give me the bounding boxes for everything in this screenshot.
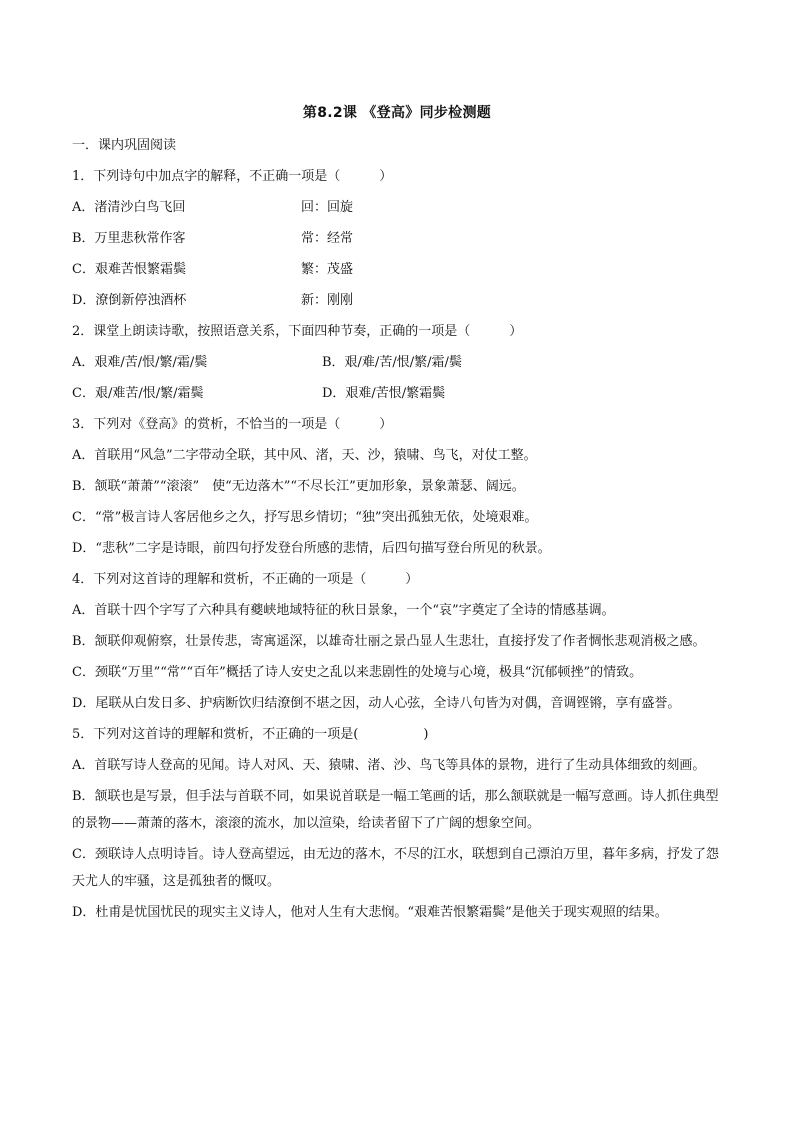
question-5-stem: 5．下列对这首诗的理解和赏析，不正确的一项是( ) [72, 727, 429, 742]
q5-option-c: C．颈联诗人点明诗旨。诗人登高望远，由无边的落木，不尽的江水，联想到自己漂泊万里，暮年多病，抒发了怨天尤人的牢骚，这是孤独者的慨叹。 [72, 847, 719, 889]
q5-option-b: B．颔联也是写景，但手法与首联不同，如果说首联是一幅工笔画的话，那么颔联就是一幅写意画。诗人抓住典型的景物——萧萧的落木，滚滚的流水，加以渲染，给读者留下了广阔的想象空间。 [72, 789, 719, 831]
q1-option-c [72, 254, 724, 285]
q1-option-d [72, 285, 724, 316]
q1-option-a-text: A．渚清沙白鸟飞回 [72, 200, 186, 215]
question-3-stem: 3．下列对《登高》的赏析，不恰当的一项是（ ） [72, 417, 393, 432]
q1-option-b-text: B．万里悲秋常作客 [72, 231, 186, 246]
section-heading: 一．课内巩固阅读 [72, 138, 177, 153]
q2-option-a: A．艰难/苦/恨/繁/霜/鬓 [72, 355, 208, 370]
q1-option-b [72, 223, 724, 254]
q2-options-row-1 [72, 347, 724, 378]
q2-option-b: B．艰/难/苦/恨/繁/霜/鬓 [322, 355, 462, 370]
q3-option-a: A．首联用“风急”二字带动全联，其中风、渚，天、沙，猿啸、鸟飞，对仗工整。 [72, 448, 537, 463]
q5-option-d: D．杜甫是忧国忧民的现实主义诗人，他对人生有大悲悯。“艰难苦恨繁霜鬓”是他关于现实观照的结果。 [72, 905, 668, 920]
question-2-stem: 2．课堂上朗读诗歌，按照语意关系，下面四种节奏，正确的一项是（ ） [72, 324, 523, 339]
q1-option-c-note: 繁：茂盛 [301, 262, 354, 277]
q1-option-a [72, 192, 724, 223]
q1-option-d-text: D．潦倒新停浊酒杯 [72, 293, 187, 308]
q3-option-b: B．颔联“萧萧”“滚滚” 使“无边落木”“不尽长江”更加形象，景象萧瑟、阔远。 [72, 479, 525, 494]
q2-option-c: C．艰/难苦/恨/繁/霜鬓 [72, 386, 204, 401]
q2-option-d: D．艰难/苦恨/繁霜鬓 [322, 386, 446, 401]
q4-option-b: B．颔联仰观俯察，壮景传悲，寄寓遥深，以雄奇壮丽之景凸显人生悲壮，直接抒发了作者惆怅悲观消极之感。 [72, 634, 706, 649]
q1-option-a-note: 回：回旋 [301, 200, 354, 215]
q2-options-row-2 [72, 378, 724, 409]
q1-option-d-note: 新：刚刚 [301, 293, 354, 308]
page-title: 第8.2课 《登高》同步检测题 [302, 105, 492, 121]
q4-option-d: D．尾联从白发日多、护病断饮归结潦倒不堪之因，动人心弦，全诗八句皆为对偶，音调铿锵，享有盛誉。 [72, 696, 681, 711]
q4-option-c: C．颈联“万里”“常”“百年”概括了诗人安史之乱以来悲剧性的处境与心境，极具“沉郁顿挫”的情致。 [72, 665, 643, 680]
question-1-stem: 1．下列诗句中加点字的解释，不正确一项是（ ） [72, 169, 393, 184]
q3-option-d: D．“悲秋”二字是诗眼，前四句抒发登台所感的悲情，后四句描写登台所见的秋景。 [72, 541, 551, 556]
q3-option-c: C．“常”极言诗人客居他乡之久，抒写思乡情切；“独”突出孤独无依，处境艰难。 [72, 510, 538, 525]
document-body [72, 130, 724, 928]
q1-option-b-note: 常：经常 [301, 231, 354, 246]
q4-option-a: A．首联十四个字写了六种具有夔峡地域特征的秋日景象，一个“哀”字奠定了全诗的情感基调。 [72, 603, 615, 618]
q5-option-a: A．首联写诗人登高的见闻。诗人对风、天、猿啸、渚、沙、鸟飞等具体的景物，进行了生动具体细致的刻画。 [72, 758, 706, 773]
question-4-stem: 4．下列对这首诗的理解和赏析，不正确的一项是（ ） [72, 572, 419, 587]
q1-option-c-text: C．艰难苦恨繁霜鬓 [72, 262, 186, 277]
